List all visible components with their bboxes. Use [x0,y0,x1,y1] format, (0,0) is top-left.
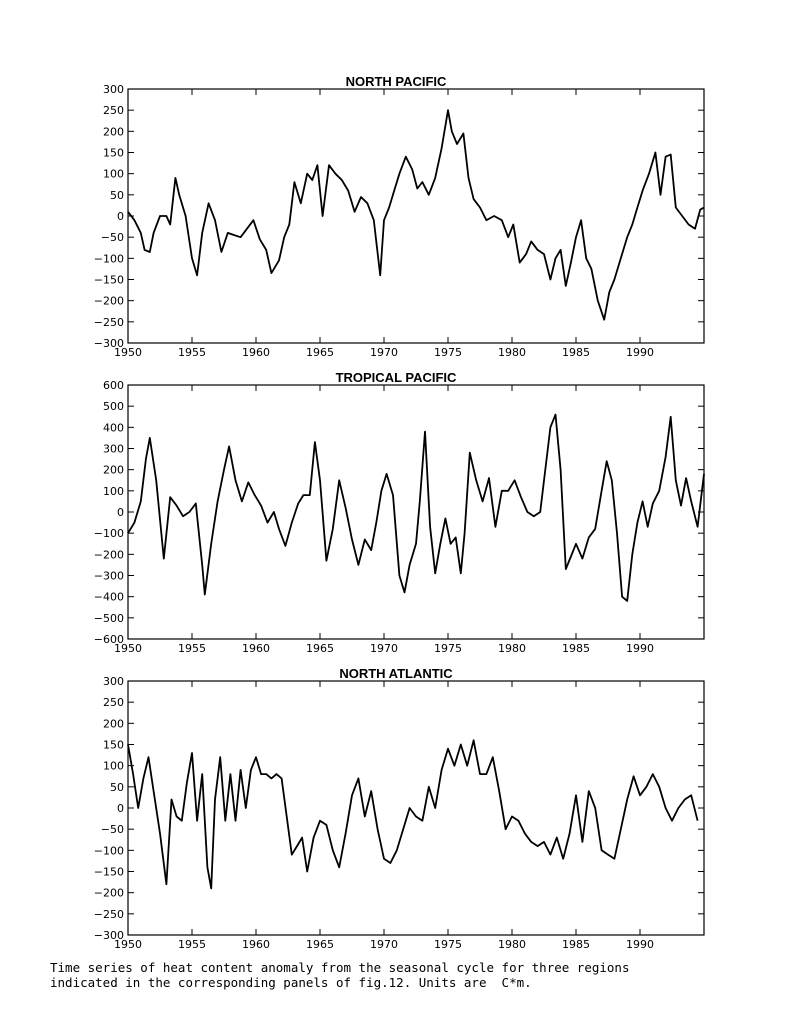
x-tick-label: 1990 [626,938,654,951]
x-tick-label: 1990 [626,642,654,655]
x-tick-label: 1950 [114,938,142,951]
x-tick-label: 1965 [306,346,334,359]
series-line [128,110,704,320]
plot-frame [128,89,704,343]
y-tick-label: −200 [93,886,124,900]
x-tick-label: 1975 [434,938,462,951]
y-tick-label: 150 [103,146,124,160]
y-tick-label: −300 [93,569,124,583]
y-tick-label: −50 [100,823,124,837]
y-tick-label: 0 [117,210,124,223]
y-tick-label: 500 [103,400,124,414]
y-tick-label: 50 [110,188,124,202]
x-tick-label: 1965 [306,642,334,655]
panel-north-atlantic [94,666,704,951]
x-tick-label: 1990 [626,346,654,359]
x-tick-label: 1975 [434,346,462,359]
y-tick-label: 300 [103,442,124,456]
x-tick-label: 1965 [306,938,334,951]
axis-ticks [94,675,704,951]
y-tick-label: 600 [103,379,124,392]
x-tick-label: 1970 [370,642,398,655]
panel-tropical-pacific [94,370,704,655]
x-tick-label: 1960 [242,938,270,951]
x-tick-label: 1955 [178,938,206,951]
y-tick-label: 300 [103,83,124,96]
x-tick-label: 1970 [370,938,398,951]
x-tick-label: 1980 [498,642,526,655]
x-tick-label: 1975 [434,642,462,655]
series-line [128,415,704,601]
y-tick-label: −500 [93,611,124,625]
y-tick-label: 100 [103,167,124,181]
x-tick-label: 1980 [498,938,526,951]
x-tick-label: 1985 [562,642,590,655]
y-tick-label: 250 [103,696,124,710]
y-tick-label: 200 [103,463,124,477]
y-tick-label: −100 [93,252,124,266]
y-tick-label: 250 [103,104,124,118]
y-tick-label: −200 [93,548,124,562]
axis-ticks [94,83,704,359]
y-tick-label: −400 [93,590,124,604]
y-tick-label: 200 [103,717,124,731]
y-tick-label: 100 [103,484,124,498]
panel-title: NORTH ATLANTIC [339,666,453,681]
x-tick-label: 1950 [114,346,142,359]
y-tick-label: −600 [93,633,124,646]
x-tick-label: 1960 [242,642,270,655]
y-tick-label: 400 [103,421,124,435]
y-tick-label: −50 [100,231,124,245]
panel-title: NORTH PACIFIC [345,74,447,89]
x-tick-label: 1980 [498,346,526,359]
x-tick-label: 1960 [242,346,270,359]
y-tick-label: −100 [93,844,124,858]
y-tick-label: −150 [93,865,124,879]
y-tick-label: 50 [110,780,124,794]
y-tick-label: −250 [93,907,124,921]
caption-line-1: Time series of heat content anomaly from the seasonal cycle for three regions [50,960,630,975]
y-tick-label: 150 [103,738,124,752]
y-tick-label: −150 [93,273,124,287]
y-tick-label: −300 [93,337,124,350]
x-tick-label: 1985 [562,938,590,951]
y-tick-label: 200 [103,125,124,139]
panel-north-pacific [94,74,704,359]
series-line [128,740,698,888]
y-tick-label: −300 [93,929,124,942]
y-tick-label: −100 [93,527,124,541]
x-tick-label: 1985 [562,346,590,359]
figure-caption [50,960,770,990]
panel-title: TROPICAL PACIFIC [335,370,457,385]
y-tick-label: 0 [117,506,124,519]
y-tick-label: 300 [103,675,124,688]
x-tick-label: 1955 [178,346,206,359]
x-tick-label: 1970 [370,346,398,359]
axis-ticks [94,379,704,655]
caption-line-2: indicated in the corresponding panels of fig.12. Units are C*m. [50,975,532,990]
plot-frame [128,385,704,639]
x-tick-label: 1955 [178,642,206,655]
y-tick-label: −200 [93,294,124,308]
x-tick-label: 1950 [114,642,142,655]
y-tick-label: 0 [117,802,124,815]
y-tick-label: 100 [103,759,124,773]
y-tick-label: −250 [93,315,124,329]
